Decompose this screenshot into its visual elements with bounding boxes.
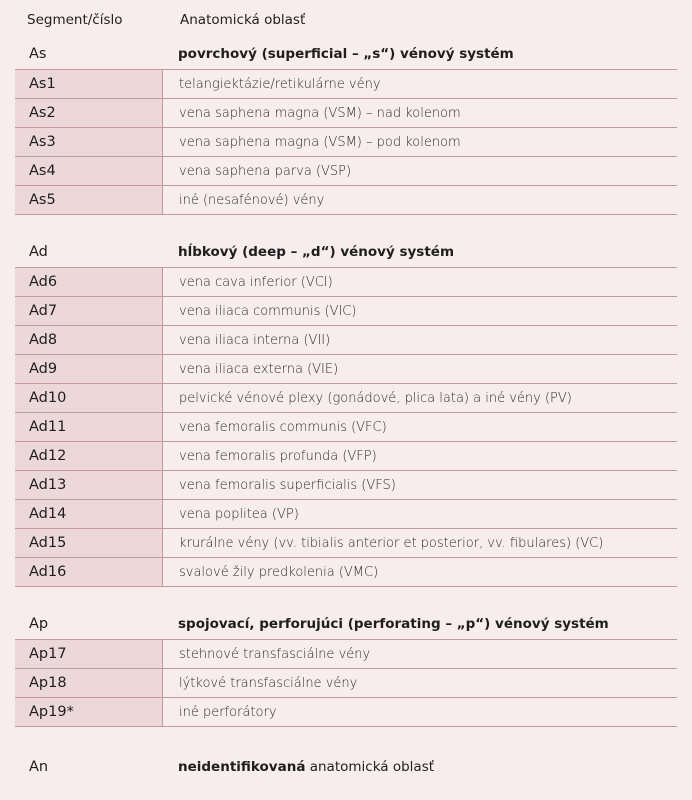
row-desc: vena femoralis communis (VFC): [162, 413, 677, 441]
table-row: [15, 384, 677, 413]
table-row: [15, 640, 677, 669]
table-row: [15, 355, 677, 384]
row-code: Ap18: [15, 669, 162, 697]
section-rows-ap: [15, 639, 677, 727]
row-code: Ad12: [15, 442, 162, 470]
row-code: As4: [15, 157, 162, 185]
row-code: As5: [15, 186, 162, 214]
table-row: [15, 268, 677, 297]
table-row: [15, 99, 677, 128]
row-desc: iné (nesafénové) vény: [162, 186, 677, 214]
table-row: [15, 297, 677, 326]
row-desc: vena iliaca externa (VIE): [162, 355, 677, 383]
section-title: spojovací, perforujúci (perforating – „p“) vénový systém: [178, 616, 609, 632]
section-code: Ap: [29, 616, 49, 632]
table-row: [15, 128, 677, 157]
row-desc: vena iliaca communis (VIC): [162, 297, 677, 325]
row-code: Ad6: [15, 268, 162, 296]
section-title: hĺbkový (deep – „d“) vénový systém: [178, 244, 455, 260]
table-row: [15, 669, 677, 698]
section-code: Ad: [29, 244, 48, 260]
row-desc: svalové žily predkolenia (VMC): [162, 558, 677, 586]
row-desc: stehnové transfasciálne vény: [162, 640, 677, 668]
table-row: [15, 326, 677, 355]
row-code: Ad11: [15, 413, 162, 441]
table-row: [15, 442, 677, 471]
table-row: [15, 413, 677, 442]
table-row: [15, 698, 677, 727]
section-header-ap: [15, 609, 677, 639]
table-header: [15, 0, 677, 39]
row-code: Ap17: [15, 640, 162, 668]
row-desc: vena saphena magna (VSM) – pod kolenom: [162, 128, 677, 156]
row-code: As3: [15, 128, 162, 156]
row-desc: vena cava inferior (VCI): [162, 268, 677, 296]
row-code: Ap19*: [15, 698, 162, 726]
table-row: [15, 157, 677, 186]
row-desc: telangiektázie/retikulárne vény: [162, 70, 677, 98]
row-desc: vena iliaca interna (VII): [162, 326, 677, 354]
section-title: povrchový (superficial – „s“) vénový systém: [178, 46, 514, 62]
row-code: Ad15: [15, 529, 162, 557]
row-code: Ad7: [15, 297, 162, 325]
row-desc: vena femoralis superficialis (VFS): [162, 471, 677, 499]
row-desc: lýtkové transfasciálne vény: [162, 669, 677, 697]
row-desc: iné perforátory: [162, 698, 677, 726]
row-code: Ad13: [15, 471, 162, 499]
row-code: Ad16: [15, 558, 162, 586]
row-desc: vena saphena magna (VSM) – nad kolenom: [162, 99, 677, 127]
table-row: [15, 529, 677, 558]
section-rows-ad: [15, 267, 677, 587]
table-row: [15, 558, 677, 587]
row-desc: vena poplitea (VP): [162, 500, 677, 528]
table-row: [15, 471, 677, 500]
section-rows-as: [15, 69, 677, 215]
table-row: [15, 500, 677, 529]
header-area: Anatomická oblasť: [180, 11, 306, 28]
row-desc: vena femoralis profunda (VFP): [162, 442, 677, 470]
section-code: As: [29, 46, 47, 62]
section-title: [162, 759, 677, 775]
table-row: [15, 186, 677, 215]
row-desc: pelvické vénové plexy (gonádové, plica lata) a iné vény (PV): [162, 384, 677, 412]
segment-table: [15, 0, 677, 782]
section-title-rest: anatomická oblasť: [305, 759, 435, 775]
row-code: Ad10: [15, 384, 162, 412]
row-desc: vena saphena parva (VSP): [162, 157, 677, 185]
row-desc: kruráIne vény (vv. tibialis anterior et posterior, vv. fibulares) (VC): [162, 529, 677, 557]
row-code: As2: [15, 99, 162, 127]
section-spacer: [15, 215, 677, 237]
row-code: As1: [15, 70, 162, 98]
header-segment: Segment/číslo: [27, 11, 123, 28]
section-title-bold: neidentifikovaná: [178, 759, 306, 775]
section-header-an: [15, 752, 677, 782]
section-header-as: [15, 39, 677, 69]
section-code: An: [29, 759, 49, 775]
row-code: Ad14: [15, 500, 162, 528]
row-code: Ad8: [15, 326, 162, 354]
section-header-ad: [15, 237, 677, 267]
row-code: Ad9: [15, 355, 162, 383]
table-row: [15, 70, 677, 99]
section-spacer: [15, 587, 677, 609]
section-spacer: [15, 727, 677, 752]
